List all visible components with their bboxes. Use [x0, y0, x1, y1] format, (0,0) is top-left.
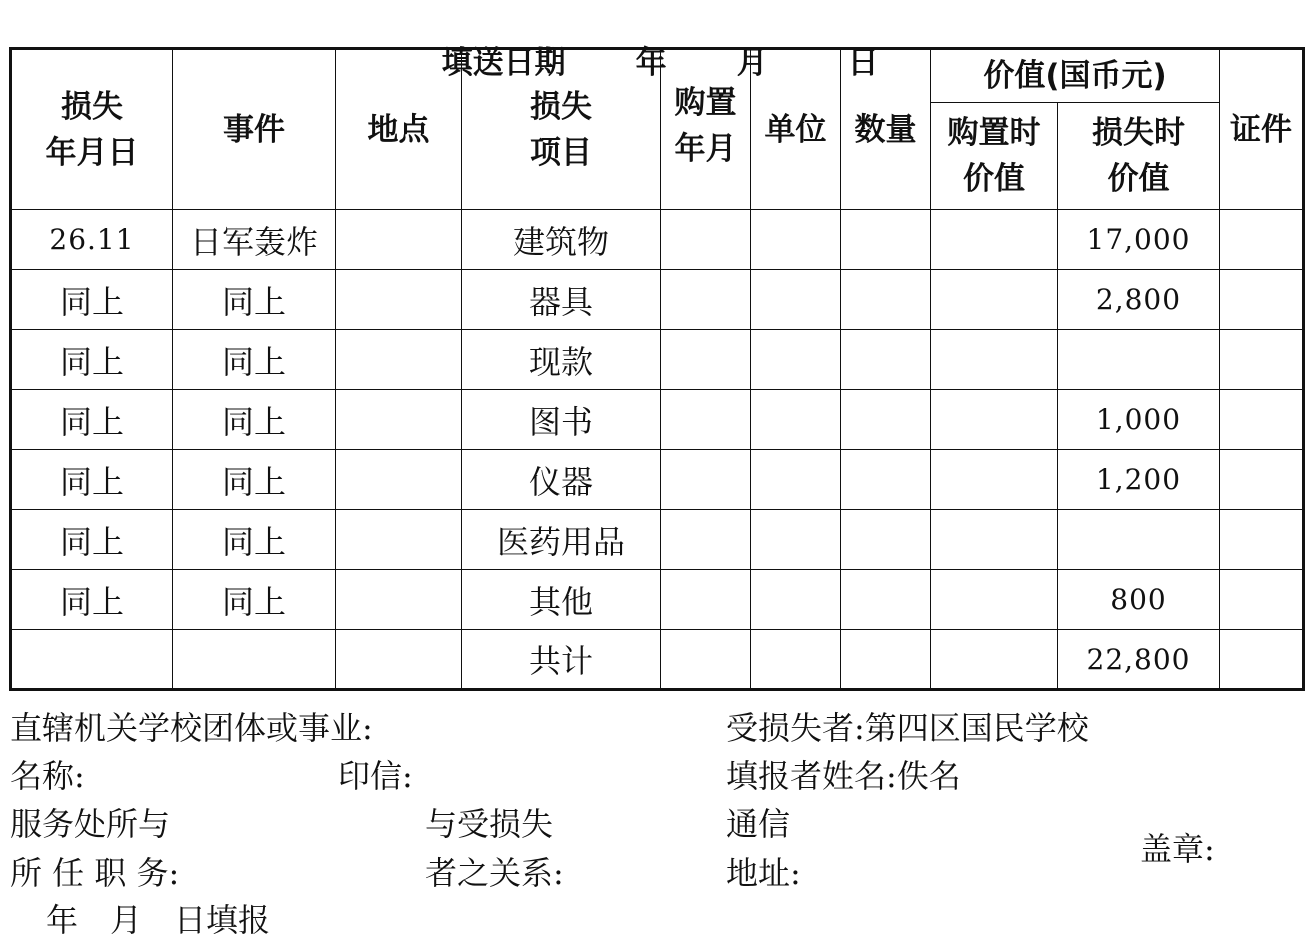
cell-loss-item: 其他	[462, 570, 661, 630]
table-row	[11, 570, 1304, 630]
reporter-label: 填报者姓名:佚名	[726, 757, 961, 795]
cell-loss-value	[1058, 510, 1220, 570]
cell-loss-item: 器具	[462, 270, 661, 330]
cell-quantity	[841, 270, 931, 330]
cell-loss-date: 同上	[11, 570, 173, 630]
table-row	[11, 270, 1304, 330]
cell-loss-value: 17,000	[1058, 210, 1220, 270]
cell-location	[336, 450, 462, 510]
cell-purchase-date	[661, 210, 751, 270]
cell-loss-date	[11, 630, 173, 690]
cell-purchase-date	[661, 570, 751, 630]
cell-location	[336, 210, 462, 270]
col-unit: 单位	[751, 49, 841, 210]
cell-event: 日军轰炸	[173, 210, 336, 270]
cell-loss-date: 同上	[11, 510, 173, 570]
col-purchase-value: 购置时 价值	[931, 103, 1058, 210]
cell-loss-date: 26.11	[11, 210, 173, 270]
relation-label-line2: 者之关系:	[425, 854, 564, 892]
fill-date-month: 月	[736, 45, 768, 81]
col-purchase-date: 购置 年月	[661, 49, 751, 210]
cell-purchase-date	[661, 270, 751, 330]
cell-quantity	[841, 510, 931, 570]
col-loss-item: 损失 项目	[462, 49, 661, 210]
cell-certificate	[1220, 330, 1304, 390]
cell-loss-value	[1058, 330, 1220, 390]
table-row	[11, 510, 1304, 570]
table-row	[11, 630, 1304, 690]
cell-location	[336, 630, 462, 690]
cell-event: 同上	[173, 270, 336, 330]
victim-label: 受损失者:第四区国民学校	[726, 709, 1089, 747]
cell-loss-date: 同上	[11, 450, 173, 510]
cell-unit	[751, 330, 841, 390]
cell-unit	[751, 210, 841, 270]
cell-purchase-date	[661, 630, 751, 690]
cell-quantity	[841, 390, 931, 450]
cell-loss-item: 现款	[462, 330, 661, 390]
col-loss-value: 损失时 价值	[1058, 103, 1220, 210]
cell-loss-item: 医药用品	[462, 510, 661, 570]
cell-purchase-value	[931, 270, 1058, 330]
cell-purchase-value	[931, 390, 1058, 450]
cell-purchase-date	[661, 510, 751, 570]
cell-event: 同上	[173, 570, 336, 630]
cell-unit	[751, 570, 841, 630]
cell-purchase-date	[661, 390, 751, 450]
seal-label: 印信:	[338, 757, 413, 795]
address-label-line2: 地址:	[726, 854, 801, 892]
cell-purchase-value	[931, 630, 1058, 690]
cell-loss-item: 建筑物	[462, 210, 661, 270]
org-label: 直辖机关学校团体或事业:	[10, 709, 373, 747]
col-loss-date: 损失 年月日	[11, 49, 173, 210]
cell-quantity	[841, 570, 931, 630]
table-row	[11, 330, 1304, 390]
cell-purchase-value	[931, 450, 1058, 510]
col-value-group: 价值(国币元)	[931, 49, 1220, 103]
col-event: 事件	[173, 49, 336, 210]
cell-event	[173, 630, 336, 690]
col-certificate: 证件	[1220, 49, 1304, 210]
cell-certificate	[1220, 270, 1304, 330]
cell-location	[336, 510, 462, 570]
cell-loss-item: 仪器	[462, 450, 661, 510]
cell-location	[336, 270, 462, 330]
cell-quantity	[841, 330, 931, 390]
cell-certificate	[1220, 510, 1304, 570]
stamp-label: 盖章:	[1140, 830, 1215, 868]
cell-loss-value: 1,200	[1058, 450, 1220, 510]
col-location: 地点	[336, 49, 462, 210]
cell-purchase-value	[931, 210, 1058, 270]
cell-loss-item: 共计	[462, 630, 661, 690]
cell-unit	[751, 270, 841, 330]
col-quantity: 数量	[841, 49, 931, 210]
cell-purchase-value	[931, 510, 1058, 570]
cell-certificate	[1220, 390, 1304, 450]
table-row	[11, 450, 1304, 510]
cell-event: 同上	[173, 510, 336, 570]
cell-location	[336, 390, 462, 450]
cell-unit	[751, 630, 841, 690]
cell-unit	[751, 390, 841, 450]
cell-event: 同上	[173, 330, 336, 390]
cell-loss-date: 同上	[11, 330, 173, 390]
cell-certificate	[1220, 630, 1304, 690]
table-row	[11, 210, 1304, 270]
cell-location	[336, 330, 462, 390]
relation-label-line1: 与受损失	[425, 805, 554, 843]
cell-quantity	[841, 210, 931, 270]
cell-unit	[751, 450, 841, 510]
cell-loss-date: 同上	[11, 270, 173, 330]
cell-loss-date: 同上	[11, 390, 173, 450]
cell-certificate	[1220, 210, 1304, 270]
office-label-line1: 服务处所与	[10, 805, 171, 843]
cell-certificate	[1220, 450, 1304, 510]
cell-loss-item: 图书	[462, 390, 661, 450]
cell-unit	[751, 510, 841, 570]
loss-table	[9, 47, 1305, 691]
cell-quantity	[841, 630, 931, 690]
cell-purchase-date	[661, 330, 751, 390]
cell-loss-value: 800	[1058, 570, 1220, 630]
cell-event: 同上	[173, 450, 336, 510]
filled-date: 年 月 日填报	[46, 901, 271, 939]
cell-certificate	[1220, 570, 1304, 630]
cell-purchase-value	[931, 570, 1058, 630]
cell-purchase-value	[931, 330, 1058, 390]
cell-loss-value: 22,800	[1058, 630, 1220, 690]
cell-loss-value: 1,000	[1058, 390, 1220, 450]
table-row	[11, 390, 1304, 450]
name-label: 名称:	[10, 757, 85, 795]
cell-location	[336, 570, 462, 630]
cell-quantity	[841, 450, 931, 510]
address-label-line1: 通信	[726, 805, 791, 843]
office-label-line2: 所 任 职 务:	[10, 854, 180, 892]
cell-purchase-date	[661, 450, 751, 510]
cell-event: 同上	[173, 390, 336, 450]
fill-date-label: 填送日期	[441, 45, 566, 81]
cell-loss-value: 2,800	[1058, 270, 1220, 330]
fill-date-day: 日	[847, 45, 879, 81]
fill-date-year: 年	[635, 45, 667, 81]
